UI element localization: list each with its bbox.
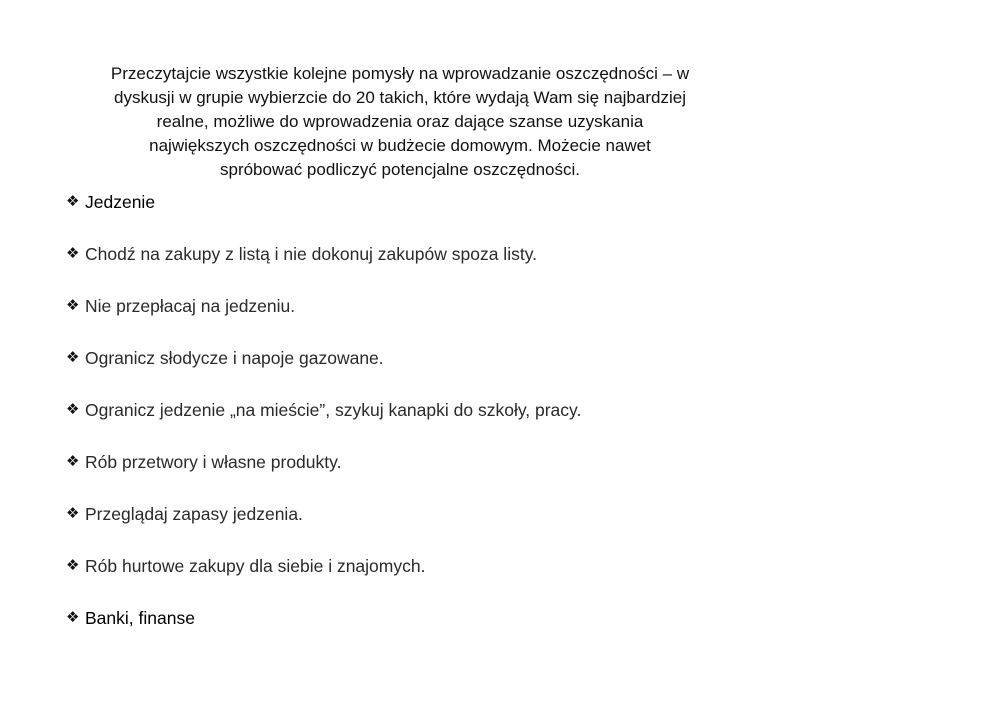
list-item-text: Ogranicz słodycze i napoje gazowane.	[85, 348, 384, 368]
section-heading-food	[66, 191, 926, 243]
four-diamond-bullet-icon: ❖	[66, 453, 80, 470]
intro-line: największych oszczędności w budżecie domowym. Możecie nawet	[149, 136, 651, 155]
list-item	[66, 243, 926, 295]
four-diamond-bullet-icon: ❖	[66, 401, 80, 418]
four-diamond-bullet-icon: ❖	[66, 505, 80, 522]
four-diamond-bullet-icon: ❖	[66, 297, 80, 314]
intro-line: Przeczytajcie wszystkie kolejne pomysły na wprowadzanie oszczędności – w	[110, 64, 690, 83]
four-diamond-bullet-icon: ❖	[66, 349, 80, 366]
four-diamond-bullet-icon: ❖	[66, 609, 80, 626]
four-diamond-bullet-icon: ❖	[66, 193, 80, 210]
list-item	[66, 347, 926, 399]
list-item	[66, 555, 926, 607]
list-item	[66, 503, 926, 555]
intro-line: realne, możliwe do wprowadzenia oraz dające szanse uzyskania	[156, 112, 644, 131]
list-item-text: Rób przetwory i własne produkty.	[85, 452, 342, 472]
list-item-text: Przeglądaj zapasy jedzenia.	[85, 504, 303, 524]
list-item-text: Chodź na zakupy z listą i nie dokonuj zakupów spoza listy.	[85, 244, 538, 264]
section-heading-banking-finance	[66, 607, 926, 659]
list-item-text: Banki, finanse	[85, 608, 195, 628]
list-item-text: Nie przepłacaj na jedzeniu.	[85, 296, 296, 316]
intro-line: spróbować podliczyć potencjalne oszczędności.	[219, 160, 581, 179]
list-item-text: Rób hurtowe zakupy dla siebie i znajomych.	[85, 556, 426, 576]
list-item	[66, 399, 926, 451]
list-item-text: Ogranicz jedzenie „na mieście”, szykuj kanapki do szkoły, pracy.	[85, 400, 582, 420]
four-diamond-bullet-icon: ❖	[66, 557, 80, 574]
list-item	[66, 451, 926, 503]
list-item	[66, 295, 926, 347]
list-item-text: Jedzenie	[85, 192, 156, 212]
savings-ideas-list	[66, 191, 926, 659]
intro-paragraph	[70, 62, 730, 182]
four-diamond-bullet-icon: ❖	[66, 245, 80, 262]
intro-line: dyskusji w grupie wybierzcie do 20 takich, które wydają Wam się najbardziej	[114, 88, 686, 107]
